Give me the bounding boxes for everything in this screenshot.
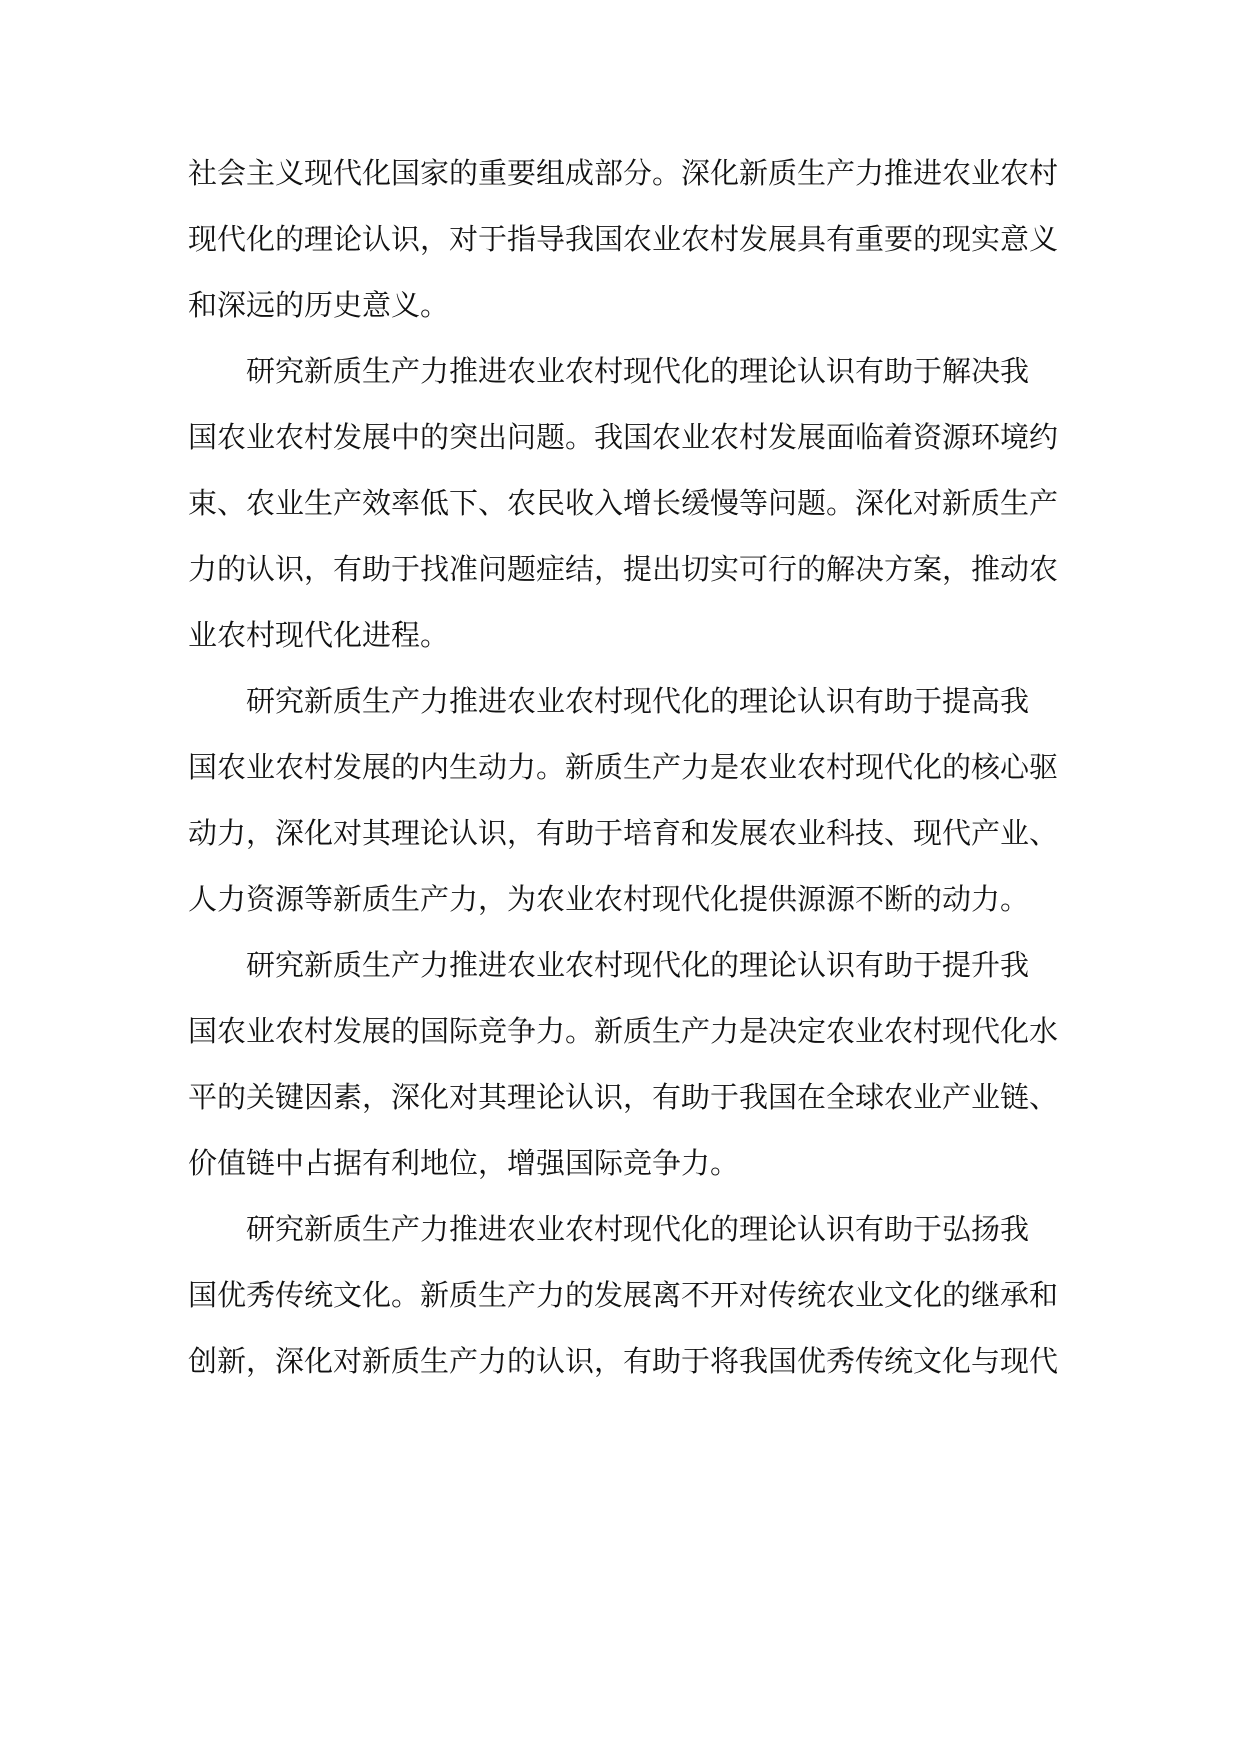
text-line: 国优秀传统文化。新质生产力的发展离不开对传统农业文化的继承和 [188,1278,1059,1312]
paragraph-1 [188,140,1068,338]
document-body [188,140,1068,1394]
text-line: 业农村现代化进程。 [188,618,450,652]
paragraph-3 [188,668,1068,932]
text-line: 和深远的历史意义。 [188,288,450,322]
paragraph-5 [188,1196,1068,1394]
text-line: 平的关键因素，深化对其理论认识，有助于我国在全球农业产业链、 [188,1080,1059,1114]
text-line: 价值链中占据有利地位，增强国际竞争力。 [188,1146,740,1180]
text-line: 现代化的理论认识，对于指导我国农业农村发展具有重要的现实意义 [188,222,1059,256]
text-line: 束、农业生产效率低下、农民收入增长缓慢等问题。深化对新质生产 [188,486,1059,520]
text-line: 人力资源等新质生产力，为农业农村现代化提供源源不断的动力。 [188,882,1030,916]
paragraph-4 [188,932,1068,1196]
text-line: 创新，深化对新质生产力的认识，有助于将我国优秀传统文化与现代 [188,1344,1059,1378]
text-line: 动力，深化对其理论认识，有助于培育和发展农业科技、现代产业、 [188,816,1059,850]
text-line: 力的认识，有助于找准问题症结，提出切实可行的解决方案，推动农 [188,552,1059,586]
text-line: 国农业农村发展中的突出问题。我国农业农村发展面临着资源环境约 [188,420,1059,454]
text-line: 研究新质生产力推进农业农村现代化的理论认识有助于解决我 [246,354,1030,388]
text-line: 研究新质生产力推进农业农村现代化的理论认识有助于弘扬我 [246,1212,1030,1246]
text-line: 研究新质生产力推进农业农村现代化的理论认识有助于提高我 [246,684,1030,718]
text-line: 国农业农村发展的内生动力。新质生产力是农业农村现代化的核心驱 [188,750,1059,784]
text-line: 国农业农村发展的国际竞争力。新质生产力是决定农业农村现代化水 [188,1014,1059,1048]
text-line: 社会主义现代化国家的重要组成部分。深化新质生产力推进农业农村 [188,156,1059,190]
paragraph-2 [188,338,1068,668]
text-line: 研究新质生产力推进农业农村现代化的理论认识有助于提升我 [246,948,1030,982]
